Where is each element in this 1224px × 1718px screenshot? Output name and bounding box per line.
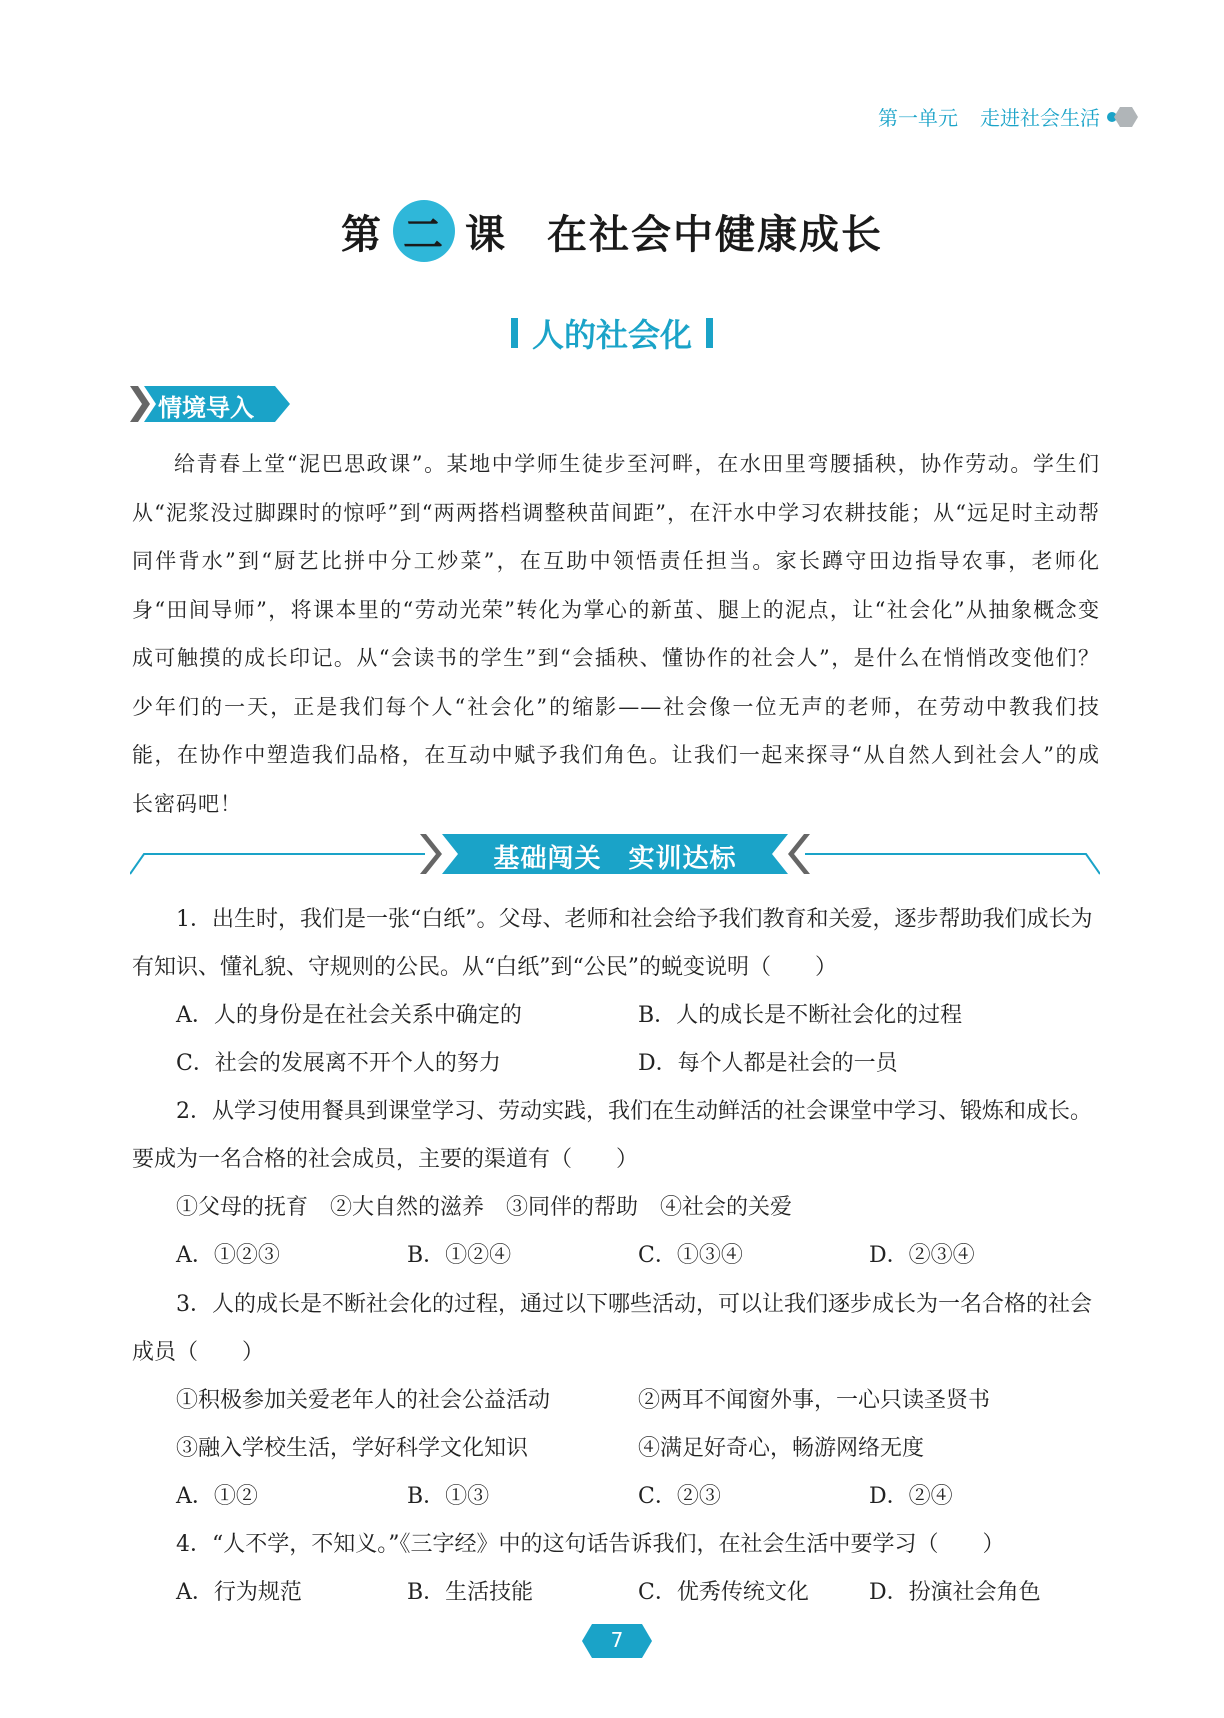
question-4: [132, 1521, 1100, 1617]
lesson-name: 在社会中健康成长: [547, 210, 883, 258]
question-2-items: ①父母的抚育 ②大自然的滋养 ③同伴的帮助 ④社会的关爱: [176, 1195, 793, 1220]
question-1: [132, 896, 1100, 1088]
question-1-stem: 1．出生时，我们是一张“白纸”。父母、老师和社会给予我们教育和关爱，逐步帮助我们成长为有知识、懂礼貌、守规则的公民。从“白纸”到“公民”的蜕变说明（ ）: [132, 907, 1093, 980]
q4-option-b: B．生活技能: [407, 1580, 534, 1605]
q3-item-4: ④满足好奇心，畅游网络无度: [638, 1436, 925, 1461]
lesson-title: [0, 200, 1224, 262]
section-title-text: 人的社会化: [531, 316, 692, 354]
q1-option-b: B．人的成长是不断社会化的过程: [638, 1003, 963, 1028]
q1-option-a: A．人的身份是在社会关系中确定的: [176, 1003, 522, 1028]
lesson-suffix: 课: [465, 210, 507, 258]
question-2-stem: 2．从学习使用餐具到课堂学习、劳动实践，我们在生动鲜活的社会课堂中学习、锻炼和成长。要成为一名合格的社会成员，主要的渠道有（ ）: [132, 1099, 1093, 1172]
question-4-stem: 4．“人不学，不知义。”《三字经》中的这句话告诉我们，在社会生活中要学习（ ）: [176, 1532, 1005, 1557]
intro-tag-label: 情境导入: [158, 394, 254, 422]
question-2: [132, 1088, 1100, 1280]
section-banner: [130, 832, 1100, 876]
q2-option-a: A．①②③: [176, 1243, 280, 1268]
question-3-stem: 3．人的成长是不断社会化的过程，通过以下哪些活动，可以让我们逐步成长为一名合格的社会成员（ ）: [132, 1292, 1093, 1365]
right-bar: [706, 318, 713, 348]
q3-item-3: ③融入学校生活，学好科学文化知识: [176, 1436, 529, 1461]
q1-option-c: C．社会的发展离不开个人的努力: [176, 1051, 501, 1076]
intro-tag: [130, 384, 290, 424]
q3-option-d: D．②④: [869, 1484, 953, 1509]
unit-label: 第一单元: [878, 106, 958, 130]
question-3: [132, 1281, 1100, 1521]
page-number: 7: [610, 1628, 624, 1652]
q1-option-d: D．每个人都是社会的一员: [638, 1051, 898, 1076]
intro-paragraph: 给青春上堂“泥巴思政课”。某地中学师生徒步至河畔，在水田里弯腰插秧，协作劳动。学生们从“泥浆没过脚踝时的惊呼”到“两两搭档调整秧苗间距”，在汗水中学习农耕技能；从“远足时主动帮同伴背水”到“厨艺比拼中分工炒菜”，在互助中领悟责任担当。家长蹲守田边指导农事，老师化身“田间导师”，将课本里的“劳动光荣”转化为掌心的新茧、腿上的泥点，让“社会化”从抽象概念变成可触摸的成长印记。从“会读书的学生”到“会插秧、懂协作的社会人”，是什么在悄悄改变他们？少年们的一天，正是我们每个人“社会化”的缩影——社会像一位无声的老师，在劳动中教我们技能，在协作中塑造我们品格，在互动中赋予我们角色。让我们一起来探寻“从自然人到社会人”的成长密码吧！: [132, 452, 1100, 816]
section-title: [0, 310, 1224, 356]
q2-option-c: C．①③④: [638, 1243, 743, 1268]
q3-option-a: A．①②: [176, 1484, 258, 1509]
q3-item-1: ①积极参加关爱老年人的社会公益活动: [176, 1388, 551, 1413]
q4-option-c: C．优秀传统文化: [638, 1580, 809, 1605]
hexagon-icon: [1106, 105, 1140, 129]
q4-option-a: A．行为规范: [176, 1580, 302, 1605]
lesson-prefix: 第: [341, 210, 383, 258]
q3-item-2: ②两耳不闻窗外事，一心只读圣贤书: [638, 1388, 991, 1413]
left-bar: [511, 318, 518, 348]
page-number-badge: [582, 1624, 652, 1658]
q3-option-b: B．①③: [407, 1484, 490, 1509]
unit-title: 走进社会生活: [980, 106, 1100, 130]
q4-option-d: D．扮演社会角色: [869, 1580, 1041, 1605]
banner-label: 基础闯关 实训达标: [493, 844, 737, 874]
unit-header: [878, 102, 1140, 131]
lesson-number: 二: [393, 200, 455, 262]
q2-option-b: B．①②④: [407, 1243, 512, 1268]
q2-option-d: D．②③④: [869, 1243, 975, 1268]
q3-option-c: C．②③: [638, 1484, 721, 1509]
